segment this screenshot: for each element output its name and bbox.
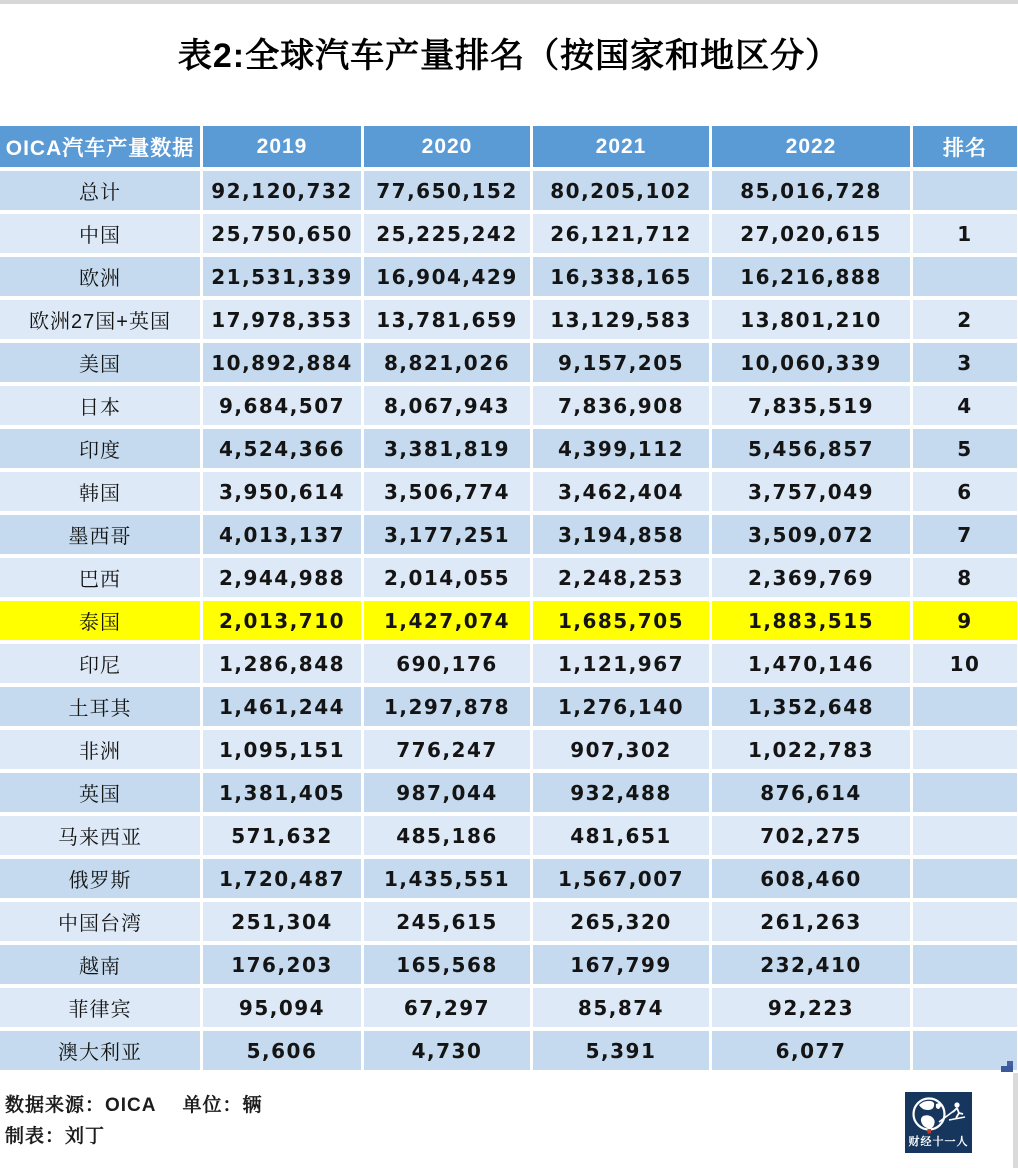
value-2022-cell: 27,020,615 <box>712 214 910 253</box>
value-2022-cell: 261,263 <box>712 902 910 941</box>
value-2019-cell: 4,013,137 <box>203 515 361 554</box>
table-row <box>0 171 1017 210</box>
value-2022-cell: 702,275 <box>712 816 910 855</box>
column-header-rank: 排名 <box>913 126 1017 167</box>
rank-cell <box>913 171 1017 210</box>
region-cell: 菲律宾 <box>0 988 200 1027</box>
rank-cell: 7 <box>913 515 1017 554</box>
value-2020-cell: 2,014,055 <box>364 558 530 597</box>
value-2019-cell: 1,286,848 <box>203 644 361 683</box>
value-2020-cell: 3,381,819 <box>364 429 530 468</box>
value-2019-cell: 1,720,487 <box>203 859 361 898</box>
data-source-label: 数据来源：OICA <box>5 1095 157 1116</box>
production-table <box>0 122 1018 1074</box>
region-cell: 墨西哥 <box>0 515 200 554</box>
resize-corner-icon <box>1001 1061 1013 1072</box>
globe-with-skier-icon <box>905 1092 972 1138</box>
value-2021-cell: 7,836,908 <box>533 386 709 425</box>
value-2022-cell: 16,216,888 <box>712 257 910 296</box>
value-2020-cell: 4,730 <box>364 1031 530 1070</box>
value-2019-cell: 17,978,353 <box>203 300 361 339</box>
table-row <box>0 859 1017 898</box>
region-cell: 马来西亚 <box>0 816 200 855</box>
value-2021-cell: 26,121,712 <box>533 214 709 253</box>
value-2021-cell: 2,248,253 <box>533 558 709 597</box>
table-row <box>0 386 1017 425</box>
table-row <box>0 343 1017 382</box>
value-2019-cell: 251,304 <box>203 902 361 941</box>
value-2020-cell: 1,427,074 <box>364 601 530 640</box>
rank-cell <box>913 773 1017 812</box>
publisher-logo <box>905 1092 972 1153</box>
column-header-2020: 2020 <box>364 126 530 167</box>
value-2021-cell: 907,302 <box>533 730 709 769</box>
table-body <box>0 171 1017 1070</box>
value-2020-cell: 8,067,943 <box>364 386 530 425</box>
table-row <box>0 601 1017 640</box>
value-2020-cell: 77,650,152 <box>364 171 530 210</box>
value-2020-cell: 8,821,026 <box>364 343 530 382</box>
column-header-dataset: OICA汽车产量数据 <box>0 126 200 167</box>
column-header-2019: 2019 <box>203 126 361 167</box>
value-2022-cell: 1,470,146 <box>712 644 910 683</box>
value-2020-cell: 67,297 <box>364 988 530 1027</box>
rank-cell: 5 <box>913 429 1017 468</box>
region-cell: 韩国 <box>0 472 200 511</box>
value-2021-cell: 265,320 <box>533 902 709 941</box>
value-2020-cell: 13,781,659 <box>364 300 530 339</box>
table-row <box>0 988 1017 1027</box>
value-2020-cell: 245,615 <box>364 902 530 941</box>
region-cell: 英国 <box>0 773 200 812</box>
column-header-2022: 2022 <box>712 126 910 167</box>
value-2020-cell: 16,904,429 <box>364 257 530 296</box>
value-2021-cell: 80,205,102 <box>533 171 709 210</box>
publisher-logo-text: 财经十一人 <box>908 1136 969 1148</box>
value-2022-cell: 608,460 <box>712 859 910 898</box>
rank-cell <box>913 687 1017 726</box>
rank-cell: 2 <box>913 300 1017 339</box>
table-row <box>0 644 1017 683</box>
rank-cell <box>913 902 1017 941</box>
table-row <box>0 687 1017 726</box>
region-cell: 越南 <box>0 945 200 984</box>
region-cell: 日本 <box>0 386 200 425</box>
rank-cell <box>913 730 1017 769</box>
top-border-strip <box>0 0 1018 4</box>
table-row <box>0 300 1017 339</box>
table-row <box>0 816 1017 855</box>
rank-cell: 1 <box>913 214 1017 253</box>
value-2022-cell: 2,369,769 <box>712 558 910 597</box>
page-title: 表2:全球汽车产量排名（按国家和地区分） <box>177 37 841 75</box>
value-2019-cell: 571,632 <box>203 816 361 855</box>
value-2021-cell: 3,194,858 <box>533 515 709 554</box>
value-2020-cell: 1,435,551 <box>364 859 530 898</box>
table-row <box>0 1031 1017 1070</box>
rank-cell: 9 <box>913 601 1017 640</box>
table-maker-label: 制表：刘丁 <box>5 1126 106 1147</box>
value-2021-cell: 4,399,112 <box>533 429 709 468</box>
value-2022-cell: 13,801,210 <box>712 300 910 339</box>
table-row <box>0 214 1017 253</box>
value-2022-cell: 876,614 <box>712 773 910 812</box>
value-2021-cell: 5,391 <box>533 1031 709 1070</box>
rank-cell: 8 <box>913 558 1017 597</box>
value-2019-cell: 1,461,244 <box>203 687 361 726</box>
value-2022-cell: 3,509,072 <box>712 515 910 554</box>
region-cell: 总计 <box>0 171 200 210</box>
rank-cell: 3 <box>913 343 1017 382</box>
region-cell: 印度 <box>0 429 200 468</box>
value-2022-cell: 6,077 <box>712 1031 910 1070</box>
value-2021-cell: 1,121,967 <box>533 644 709 683</box>
table-row <box>0 429 1017 468</box>
table-row <box>0 472 1017 511</box>
value-2021-cell: 9,157,205 <box>533 343 709 382</box>
region-cell: 非洲 <box>0 730 200 769</box>
region-cell: 俄罗斯 <box>0 859 200 898</box>
rank-cell: 6 <box>913 472 1017 511</box>
region-cell: 印尼 <box>0 644 200 683</box>
value-2019-cell: 95,094 <box>203 988 361 1027</box>
footer <box>0 1090 1018 1152</box>
value-2019-cell: 2,944,988 <box>203 558 361 597</box>
rank-cell <box>913 945 1017 984</box>
table-row <box>0 257 1017 296</box>
rank-cell <box>913 988 1017 1027</box>
value-2020-cell: 3,506,774 <box>364 472 530 511</box>
value-2021-cell: 1,276,140 <box>533 687 709 726</box>
value-2020-cell: 690,176 <box>364 644 530 683</box>
table-row <box>0 945 1017 984</box>
value-2019-cell: 10,892,884 <box>203 343 361 382</box>
value-2020-cell: 3,177,251 <box>364 515 530 554</box>
footer-source-line <box>5 1090 1018 1121</box>
value-2019-cell: 9,684,507 <box>203 386 361 425</box>
value-2022-cell: 3,757,049 <box>712 472 910 511</box>
region-cell: 美国 <box>0 343 200 382</box>
value-2022-cell: 1,883,515 <box>712 601 910 640</box>
value-2019-cell: 1,381,405 <box>203 773 361 812</box>
value-2019-cell: 21,531,339 <box>203 257 361 296</box>
value-2019-cell: 5,606 <box>203 1031 361 1070</box>
footer-maker-line <box>5 1121 1018 1152</box>
value-2019-cell: 25,750,650 <box>203 214 361 253</box>
value-2022-cell: 10,060,339 <box>712 343 910 382</box>
value-2021-cell: 481,651 <box>533 816 709 855</box>
value-2021-cell: 1,567,007 <box>533 859 709 898</box>
rank-cell <box>913 257 1017 296</box>
value-2020-cell: 987,044 <box>364 773 530 812</box>
value-2022-cell: 92,223 <box>712 988 910 1027</box>
region-cell: 欧洲27国+英国 <box>0 300 200 339</box>
value-2020-cell: 25,225,242 <box>364 214 530 253</box>
rank-cell <box>913 859 1017 898</box>
value-2020-cell: 165,568 <box>364 945 530 984</box>
value-2019-cell: 4,524,366 <box>203 429 361 468</box>
value-2019-cell: 2,013,710 <box>203 601 361 640</box>
value-2021-cell: 3,462,404 <box>533 472 709 511</box>
value-2021-cell: 13,129,583 <box>533 300 709 339</box>
rank-cell: 10 <box>913 644 1017 683</box>
value-2022-cell: 232,410 <box>712 945 910 984</box>
rank-cell <box>913 816 1017 855</box>
right-edge-strip <box>1013 1073 1018 1168</box>
value-2021-cell: 932,488 <box>533 773 709 812</box>
value-2019-cell: 176,203 <box>203 945 361 984</box>
table-row <box>0 773 1017 812</box>
table-row <box>0 902 1017 941</box>
value-2021-cell: 85,874 <box>533 988 709 1027</box>
value-2021-cell: 1,685,705 <box>533 601 709 640</box>
value-2021-cell: 167,799 <box>533 945 709 984</box>
header-row <box>0 126 1017 167</box>
value-2020-cell: 1,297,878 <box>364 687 530 726</box>
region-cell: 泰国 <box>0 601 200 640</box>
value-2021-cell: 16,338,165 <box>533 257 709 296</box>
table-row <box>0 730 1017 769</box>
value-2022-cell: 1,022,783 <box>712 730 910 769</box>
value-2020-cell: 776,247 <box>364 730 530 769</box>
value-2022-cell: 1,352,648 <box>712 687 910 726</box>
value-2019-cell: 1,095,151 <box>203 730 361 769</box>
region-cell: 土耳其 <box>0 687 200 726</box>
value-2022-cell: 5,456,857 <box>712 429 910 468</box>
value-2019-cell: 92,120,732 <box>203 171 361 210</box>
value-2022-cell: 7,835,519 <box>712 386 910 425</box>
column-header-2021: 2021 <box>533 126 709 167</box>
value-2022-cell: 85,016,728 <box>712 171 910 210</box>
region-cell: 欧洲 <box>0 257 200 296</box>
region-cell: 中国台湾 <box>0 902 200 941</box>
table-row <box>0 515 1017 554</box>
region-cell: 中国 <box>0 214 200 253</box>
rank-cell: 4 <box>913 386 1017 425</box>
value-2020-cell: 485,186 <box>364 816 530 855</box>
region-cell: 澳大利亚 <box>0 1031 200 1070</box>
table-row <box>0 558 1017 597</box>
unit-label: 单位：辆 <box>182 1095 263 1116</box>
region-cell: 巴西 <box>0 558 200 597</box>
value-2019-cell: 3,950,614 <box>203 472 361 511</box>
